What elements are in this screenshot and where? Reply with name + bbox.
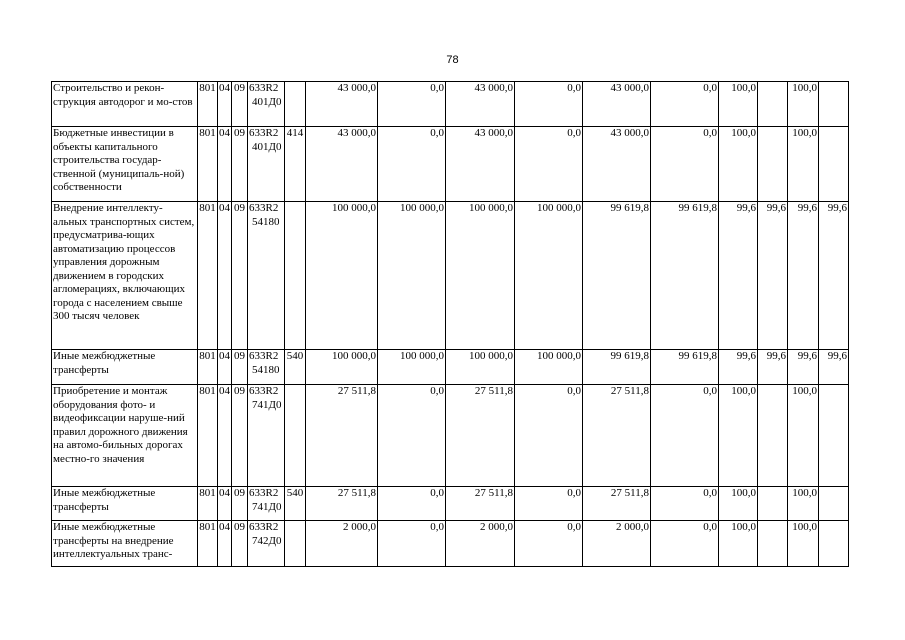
refined-federal-cell: 0,0 xyxy=(515,127,583,202)
executed-total-cell: 27 511,8 xyxy=(583,385,651,487)
target-article-part: 401Д0 xyxy=(252,140,282,153)
expense-type-cell xyxy=(285,82,306,127)
percent-total-approved-cell: 100,0 xyxy=(719,127,758,202)
subsection-code-cell: 09 xyxy=(232,521,248,567)
target-article-part: 401Д0 xyxy=(252,95,282,108)
percent-federal-approved-cell xyxy=(758,385,788,487)
percent-total-refined-cell: 100,0 xyxy=(788,487,819,521)
percent-federal-approved-cell xyxy=(758,487,788,521)
executed-federal-cell: 0,0 xyxy=(651,385,719,487)
target-article-part: 633R2 xyxy=(249,127,279,139)
target-article-part: 633R2 xyxy=(249,487,279,499)
subsection-code-cell: 09 xyxy=(232,202,248,350)
section-code-cell: 04 xyxy=(218,202,232,350)
refined-total-cell: 100 000,0 xyxy=(446,350,515,385)
refined-total-cell: 100 000,0 xyxy=(446,202,515,350)
refined-federal-cell: 100 000,0 xyxy=(515,202,583,350)
percent-total-refined-cell: 100,0 xyxy=(788,82,819,127)
refined-federal-cell: 0,0 xyxy=(515,385,583,487)
table-body xyxy=(52,82,849,567)
approved-federal-cell: 100 000,0 xyxy=(378,202,446,350)
expense-type-cell xyxy=(285,385,306,487)
percent-federal-approved-cell: 99,6 xyxy=(758,350,788,385)
table-row xyxy=(52,385,849,487)
target-article-part: 633R2 xyxy=(249,521,279,533)
percent-federal-refined-cell xyxy=(819,487,849,521)
percent-total-refined-cell: 99,6 xyxy=(788,350,819,385)
approved-federal-cell: 0,0 xyxy=(378,521,446,567)
percent-federal-refined-cell: 99,6 xyxy=(819,202,849,350)
executed-federal-cell: 0,0 xyxy=(651,82,719,127)
table-row xyxy=(52,82,849,127)
target-article-part: 633R2 xyxy=(249,350,279,362)
section-code-cell: 04 xyxy=(218,350,232,385)
target-article-cell xyxy=(248,202,285,350)
approved-total-cell: 43 000,0 xyxy=(306,82,378,127)
percent-federal-approved-cell xyxy=(758,521,788,567)
table-row xyxy=(52,202,849,350)
row-name-cell: Иные межбюджетные трансферты xyxy=(52,350,198,385)
approved-federal-cell: 0,0 xyxy=(378,385,446,487)
percent-total-approved-cell: 99,6 xyxy=(719,350,758,385)
grbs-code-cell: 801 xyxy=(198,350,218,385)
executed-total-cell: 99 619,8 xyxy=(583,202,651,350)
target-article-part: 633R2 xyxy=(249,202,279,214)
executed-federal-cell: 0,0 xyxy=(651,521,719,567)
grbs-code-cell: 801 xyxy=(198,487,218,521)
percent-federal-approved-cell xyxy=(758,82,788,127)
subsection-code-cell: 09 xyxy=(232,487,248,521)
expense-type-cell: 414 xyxy=(285,127,306,202)
percent-total-approved-cell: 100,0 xyxy=(719,487,758,521)
page-number: 78 xyxy=(446,54,459,66)
expense-type-cell: 540 xyxy=(285,350,306,385)
subsection-code-cell: 09 xyxy=(232,385,248,487)
target-article-part: 54180 xyxy=(252,215,280,228)
executed-federal-cell: 0,0 xyxy=(651,487,719,521)
percent-federal-refined-cell: 99,6 xyxy=(819,350,849,385)
approved-federal-cell: 100 000,0 xyxy=(378,350,446,385)
approved-total-cell: 27 511,8 xyxy=(306,487,378,521)
table-row xyxy=(52,487,849,521)
executed-total-cell: 2 000,0 xyxy=(583,521,651,567)
grbs-code-cell: 801 xyxy=(198,385,218,487)
approved-total-cell: 27 511,8 xyxy=(306,385,378,487)
approved-federal-cell: 0,0 xyxy=(378,127,446,202)
target-article-cell xyxy=(248,521,285,567)
target-article-cell xyxy=(248,385,285,487)
target-article-part: 741Д0 xyxy=(252,500,282,513)
refined-federal-cell: 0,0 xyxy=(515,521,583,567)
executed-total-cell: 43 000,0 xyxy=(583,82,651,127)
row-name-cell: Строительство и рекон-струкция автодорог и мо-стов xyxy=(52,82,198,127)
target-article-cell xyxy=(248,350,285,385)
row-name-cell: Иные межбюджетные трансферты xyxy=(52,487,198,521)
executed-total-cell: 99 619,8 xyxy=(583,350,651,385)
percent-total-approved-cell: 99,6 xyxy=(719,202,758,350)
refined-total-cell: 43 000,0 xyxy=(446,82,515,127)
executed-federal-cell: 0,0 xyxy=(651,127,719,202)
percent-total-refined-cell: 100,0 xyxy=(788,385,819,487)
approved-total-cell: 2 000,0 xyxy=(306,521,378,567)
executed-federal-cell: 99 619,8 xyxy=(651,202,719,350)
refined-federal-cell: 100 000,0 xyxy=(515,350,583,385)
section-code-cell: 04 xyxy=(218,82,232,127)
percent-total-refined-cell: 99,6 xyxy=(788,202,819,350)
expense-type-cell xyxy=(285,521,306,567)
table-row xyxy=(52,127,849,202)
target-article-part: 633R2 xyxy=(249,385,279,397)
percent-total-approved-cell: 100,0 xyxy=(719,82,758,127)
target-article-part: 742Д0 xyxy=(252,534,282,547)
refined-total-cell: 27 511,8 xyxy=(446,487,515,521)
table-row xyxy=(52,350,849,385)
target-article-cell xyxy=(248,127,285,202)
approved-total-cell: 100 000,0 xyxy=(306,350,378,385)
refined-total-cell: 43 000,0 xyxy=(446,127,515,202)
section-code-cell: 04 xyxy=(218,385,232,487)
percent-total-refined-cell: 100,0 xyxy=(788,127,819,202)
percent-total-refined-cell: 100,0 xyxy=(788,521,819,567)
section-code-cell: 04 xyxy=(218,127,232,202)
executed-federal-cell: 99 619,8 xyxy=(651,350,719,385)
subsection-code-cell: 09 xyxy=(232,127,248,202)
approved-total-cell: 43 000,0 xyxy=(306,127,378,202)
target-article-cell xyxy=(248,82,285,127)
approved-total-cell: 100 000,0 xyxy=(306,202,378,350)
grbs-code-cell: 801 xyxy=(198,521,218,567)
subsection-code-cell: 09 xyxy=(232,82,248,127)
row-name-cell: Приобретение и монтаж оборудования фото- и видеофиксации наруше-ний правил дорожного движения на автомо-бильных дорогах местно-го значения xyxy=(52,385,198,487)
percent-federal-refined-cell xyxy=(819,385,849,487)
subsection-code-cell: 09 xyxy=(232,350,248,385)
approved-federal-cell: 0,0 xyxy=(378,487,446,521)
percent-federal-refined-cell xyxy=(819,127,849,202)
row-name-cell: Иные межбюджетные трансферты на внедрение интеллектуальных транс- xyxy=(52,521,198,567)
budget-table xyxy=(51,81,849,567)
percent-federal-refined-cell xyxy=(819,82,849,127)
grbs-code-cell: 801 xyxy=(198,82,218,127)
refined-federal-cell: 0,0 xyxy=(515,487,583,521)
table-row xyxy=(52,521,849,567)
executed-total-cell: 43 000,0 xyxy=(583,127,651,202)
target-article-cell xyxy=(248,487,285,521)
percent-total-approved-cell: 100,0 xyxy=(719,521,758,567)
percent-federal-approved-cell: 99,6 xyxy=(758,202,788,350)
target-article-part: 633R2 xyxy=(249,82,279,94)
target-article-part: 54180 xyxy=(252,363,280,376)
refined-total-cell: 2 000,0 xyxy=(446,521,515,567)
approved-federal-cell: 0,0 xyxy=(378,82,446,127)
row-name-cell: Бюджетные инвестиции в объекты капитального строительства государ-ственной (муниципаль-ной) собственности xyxy=(52,127,198,202)
executed-total-cell: 27 511,8 xyxy=(583,487,651,521)
grbs-code-cell: 801 xyxy=(198,202,218,350)
section-code-cell: 04 xyxy=(218,521,232,567)
row-name-cell: Внедрение интеллекту-альных транспортных систем, предусматрива-ющих автоматизацию процессов управления дорожным движением в городских агломерациях, включающих города с населением свыше 300 тысяч человек xyxy=(52,202,198,350)
grbs-code-cell: 801 xyxy=(198,127,218,202)
percent-federal-approved-cell xyxy=(758,127,788,202)
section-code-cell: 04 xyxy=(218,487,232,521)
percent-total-approved-cell: 100,0 xyxy=(719,385,758,487)
expense-type-cell: 540 xyxy=(285,487,306,521)
refined-total-cell: 27 511,8 xyxy=(446,385,515,487)
expense-type-cell xyxy=(285,202,306,350)
target-article-part: 741Д0 xyxy=(252,398,282,411)
refined-federal-cell: 0,0 xyxy=(515,82,583,127)
percent-federal-refined-cell xyxy=(819,521,849,567)
